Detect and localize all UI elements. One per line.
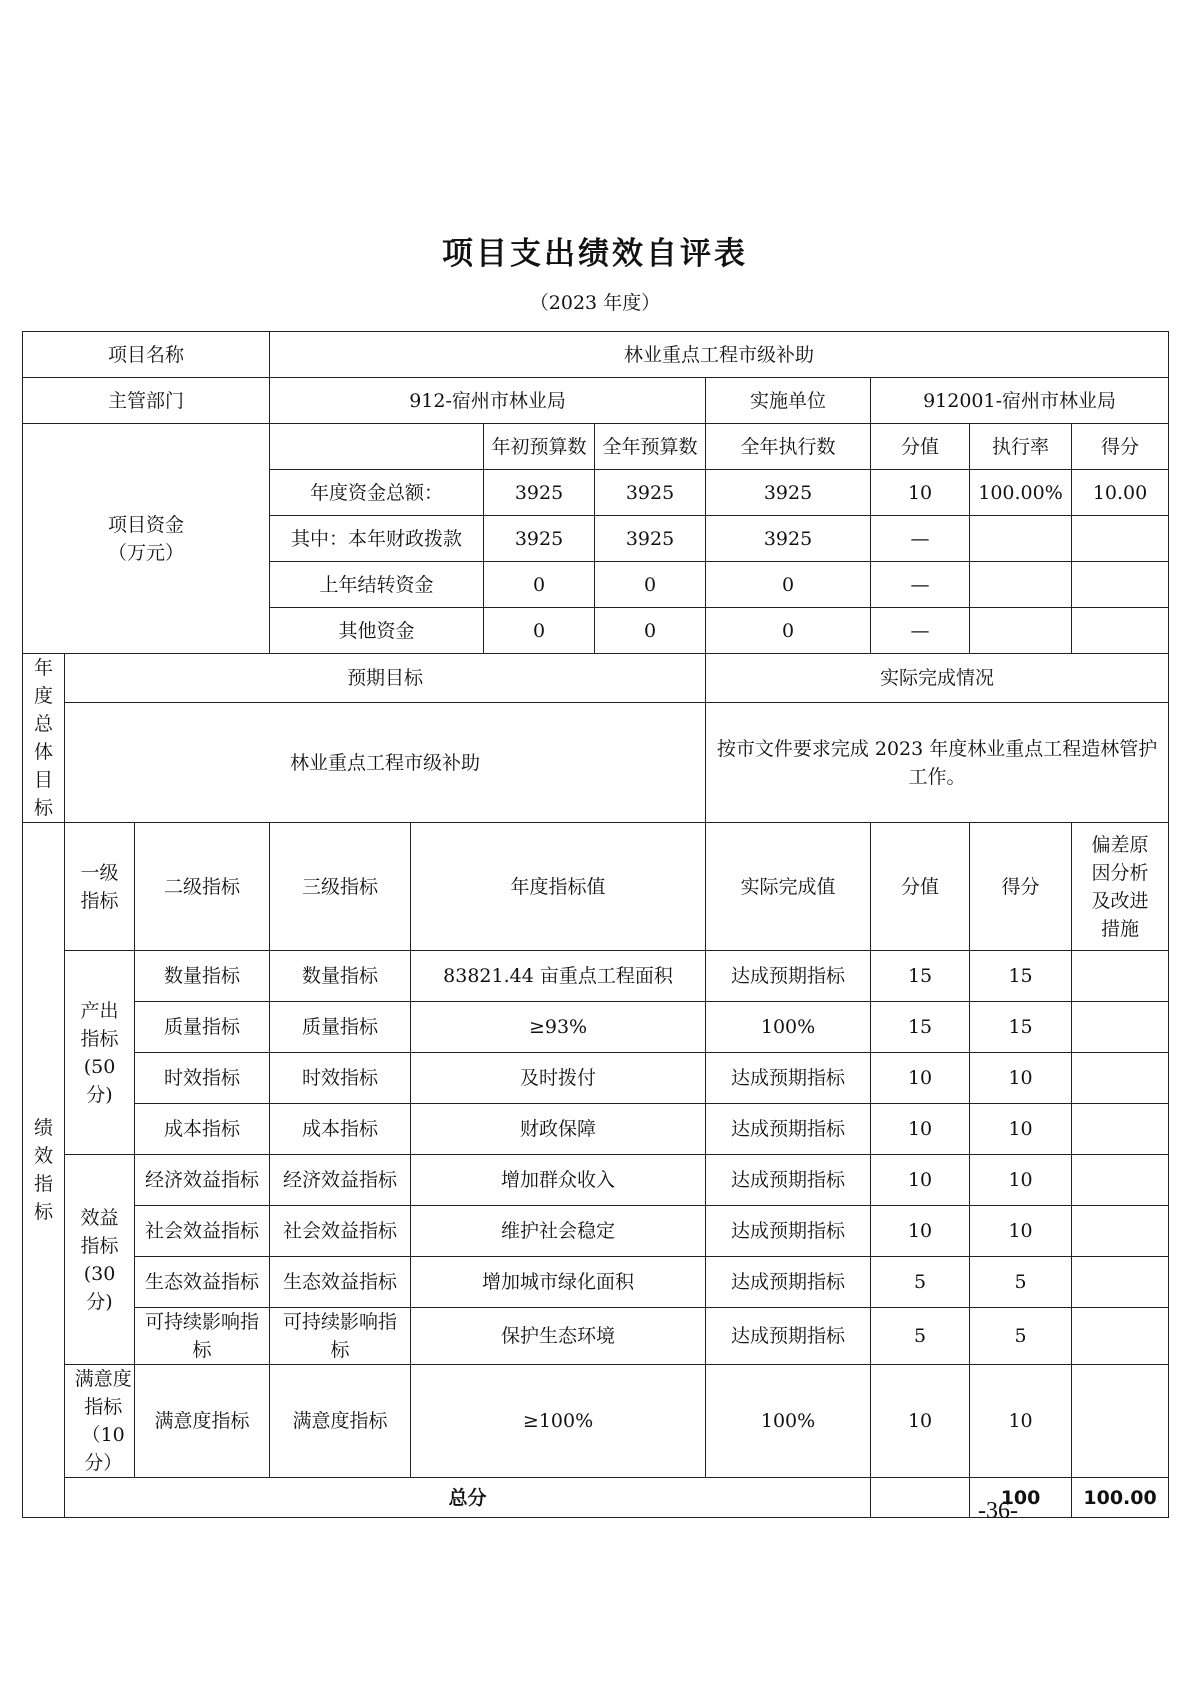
indicator-actual: 100% <box>706 1365 871 1478</box>
indicator-score: 15 <box>970 1002 1072 1053</box>
funds-rate <box>970 516 1072 562</box>
funds-rate <box>970 562 1072 608</box>
funds-annual: 3925 <box>595 470 706 516</box>
indicator-l2: 社会效益指标 <box>135 1206 270 1257</box>
indicator-actual: 达成预期指标 <box>706 1053 871 1104</box>
indicator-row <box>23 1257 1169 1308</box>
indicator-target: 财政保障 <box>411 1104 706 1155</box>
group-satisfaction <box>65 1365 135 1478</box>
funds-header-rate: 执行率 <box>970 424 1072 470</box>
indicator-target: 维护社会稳定 <box>411 1206 706 1257</box>
indicator-score: 10 <box>970 1365 1072 1478</box>
funds-header-score: 得分 <box>1072 424 1169 470</box>
indicator-actual: 达成预期指标 <box>706 1155 871 1206</box>
project-name-row <box>23 332 1169 378</box>
indicator-target: 83821.44 亩重点工程面积 <box>411 951 706 1002</box>
goal-content-row <box>23 703 1169 823</box>
funds-score-value: — <box>871 608 970 654</box>
goal-expected: 林业重点工程市级补助 <box>65 703 706 823</box>
funds-label-text: 项目资金 <box>108 513 185 536</box>
group-output <box>65 951 135 1155</box>
funds-header-row <box>23 424 1169 470</box>
dept-value: 912-宿州市林业局 <box>270 378 706 424</box>
indicators-label-text: 绩效指标 <box>34 1117 54 1223</box>
indicator-l2: 数量指标 <box>135 951 270 1002</box>
funds-score: 10.00 <box>1072 470 1169 516</box>
indicator-score: 10 <box>970 1155 1072 1206</box>
header-level1-text: 一级指标 <box>80 861 119 912</box>
funds-annual: 0 <box>595 608 706 654</box>
indicator-score-value: 10 <box>871 1365 970 1478</box>
funds-header-score-value: 分值 <box>871 424 970 470</box>
header-target: 年度指标值 <box>411 823 706 951</box>
funds-initial: 3925 <box>484 516 595 562</box>
group-output-text: 产出指标(50分) <box>80 999 119 1106</box>
indicator-l3: 数量指标 <box>270 951 411 1002</box>
indicator-l2: 质量指标 <box>135 1002 270 1053</box>
funds-score-value: — <box>871 562 970 608</box>
indicator-l2: 生态效益指标 <box>135 1257 270 1308</box>
indicator-score: 10 <box>970 1104 1072 1155</box>
indicator-deviation <box>1072 1308 1169 1365</box>
funds-rate: 100.00% <box>970 470 1072 516</box>
indicator-l3: 可持续影响指标 <box>270 1308 411 1365</box>
total-blank <box>871 1478 970 1518</box>
funds-initial: 3925 <box>484 470 595 516</box>
funds-row-label: 其中：本年财政拨款 <box>270 516 484 562</box>
indicator-actual: 100% <box>706 1002 871 1053</box>
indicator-deviation <box>1072 1365 1169 1478</box>
funds-row-label: 上年结转资金 <box>270 562 484 608</box>
funds-executed: 3925 <box>706 516 871 562</box>
funds-annual: 0 <box>595 562 706 608</box>
goal-header-row <box>23 654 1169 703</box>
group-benefit <box>65 1155 135 1365</box>
header-score: 得分 <box>970 823 1072 951</box>
page-title: 项目支出绩效自评表 <box>442 236 748 272</box>
indicator-l2: 可持续影响指标 <box>135 1308 270 1365</box>
indicator-deviation <box>1072 1002 1169 1053</box>
indicators-header-row <box>23 823 1169 951</box>
indicator-row <box>23 1053 1169 1104</box>
funds-rate <box>970 608 1072 654</box>
funds-score-value: 10 <box>871 470 970 516</box>
funds-score-value: — <box>871 516 970 562</box>
funds-executed: 0 <box>706 608 871 654</box>
indicator-row <box>23 951 1169 1002</box>
indicator-target: 保护生态环境 <box>411 1308 706 1365</box>
funds-row-label: 年度资金总额： <box>270 470 484 516</box>
indicator-target: 增加城市绿化面积 <box>411 1257 706 1308</box>
indicator-score: 10 <box>970 1053 1072 1104</box>
funds-initial: 0 <box>484 562 595 608</box>
goal-actual: 按市文件要求完成 2023 年度林业重点工程造林管护工作。 <box>706 703 1169 823</box>
indicator-l3: 时效指标 <box>270 1053 411 1104</box>
indicator-row <box>23 1206 1169 1257</box>
dept-row <box>23 378 1169 424</box>
funds-annual: 3925 <box>595 516 706 562</box>
indicator-score-value: 10 <box>871 1104 970 1155</box>
page-subtitle: （2023 年度） <box>529 292 661 314</box>
funds-header-initial: 年初预算数 <box>484 424 595 470</box>
goal-expected-label: 预期目标 <box>65 654 706 703</box>
group-satisfaction-text: 满意度指标（10 分） <box>74 1368 132 1474</box>
goal-label <box>23 654 65 823</box>
indicator-l2: 满意度指标 <box>135 1365 270 1478</box>
page-number: -36- <box>978 1498 1018 1524</box>
header-deviation <box>1072 823 1169 951</box>
indicator-deviation <box>1072 1104 1169 1155</box>
goal-actual-label: 实际完成情况 <box>706 654 1169 703</box>
indicator-score-value: 15 <box>871 951 970 1002</box>
indicator-l2: 时效指标 <box>135 1053 270 1104</box>
indicator-l3: 质量指标 <box>270 1002 411 1053</box>
indicator-row <box>23 1308 1169 1365</box>
indicator-score-value: 15 <box>871 1002 970 1053</box>
funds-unit-text: （万元） <box>108 541 185 564</box>
group-benefit-text: 效益指标(30分) <box>80 1206 119 1313</box>
indicator-actual: 达成预期指标 <box>706 951 871 1002</box>
project-name-value: 林业重点工程市级补助 <box>270 332 1169 378</box>
indicator-deviation <box>1072 1257 1169 1308</box>
indicator-target: ≥93% <box>411 1002 706 1053</box>
funds-row-label: 其他资金 <box>270 608 484 654</box>
funds-executed: 3925 <box>706 470 871 516</box>
total-label: 总分 <box>65 1478 871 1518</box>
indicator-row <box>23 1104 1169 1155</box>
header-level1 <box>65 823 135 951</box>
indicator-deviation <box>1072 951 1169 1002</box>
goal-label-text: 年度总体目标 <box>34 657 54 819</box>
indicator-actual: 达成预期指标 <box>706 1206 871 1257</box>
header-level3: 三级指标 <box>270 823 411 951</box>
funds-label <box>23 424 270 654</box>
indicator-target: ≥100% <box>411 1365 706 1478</box>
header-actual: 实际完成值 <box>706 823 871 951</box>
funds-initial: 0 <box>484 608 595 654</box>
unit-value: 912001-宿州市林业局 <box>871 378 1169 424</box>
indicator-target: 增加群众收入 <box>411 1155 706 1206</box>
indicator-row <box>23 1002 1169 1053</box>
indicator-score: 5 <box>970 1308 1072 1365</box>
indicators-label <box>23 823 65 1518</box>
funds-executed: 0 <box>706 562 871 608</box>
indicator-deviation <box>1072 1206 1169 1257</box>
indicator-deviation <box>1072 1053 1169 1104</box>
funds-header-blank <box>270 424 484 470</box>
funds-header-annual: 全年预算数 <box>595 424 706 470</box>
indicator-row <box>23 1365 1169 1478</box>
indicator-actual: 达成预期指标 <box>706 1308 871 1365</box>
indicator-l2: 成本指标 <box>135 1104 270 1155</box>
header-deviation-text: 偏差原因分析及改进措施 <box>1091 833 1149 940</box>
indicator-actual: 达成预期指标 <box>706 1104 871 1155</box>
indicator-deviation <box>1072 1155 1169 1206</box>
funds-score <box>1072 608 1169 654</box>
dept-label: 主管部门 <box>23 378 270 424</box>
indicator-l3: 满意度指标 <box>270 1365 411 1478</box>
indicator-score: 15 <box>970 951 1072 1002</box>
indicator-target: 及时拨付 <box>411 1053 706 1104</box>
indicator-score-value: 10 <box>871 1206 970 1257</box>
indicator-l3: 生态效益指标 <box>270 1257 411 1308</box>
funds-score <box>1072 516 1169 562</box>
funds-score <box>1072 562 1169 608</box>
indicator-score-value: 5 <box>871 1308 970 1365</box>
indicator-l3: 社会效益指标 <box>270 1206 411 1257</box>
total-score: 100.00 <box>1072 1478 1169 1518</box>
indicator-score-value: 10 <box>871 1155 970 1206</box>
indicator-actual: 达成预期指标 <box>706 1257 871 1308</box>
header-level2: 二级指标 <box>135 823 270 951</box>
indicator-l2: 经济效益指标 <box>135 1155 270 1206</box>
indicator-score-value: 5 <box>871 1257 970 1308</box>
indicator-l3: 经济效益指标 <box>270 1155 411 1206</box>
indicator-score-value: 10 <box>871 1053 970 1104</box>
unit-label: 实施单位 <box>706 378 871 424</box>
indicator-row <box>23 1155 1169 1206</box>
funds-header-executed: 全年执行数 <box>706 424 871 470</box>
total-score-value: 100 <box>970 1478 1072 1518</box>
indicator-score: 5 <box>970 1257 1072 1308</box>
project-name-label: 项目名称 <box>23 332 270 378</box>
self-evaluation-table <box>22 331 1169 1518</box>
header-score-value: 分值 <box>871 823 970 951</box>
indicator-score: 10 <box>970 1206 1072 1257</box>
indicator-l3: 成本指标 <box>270 1104 411 1155</box>
